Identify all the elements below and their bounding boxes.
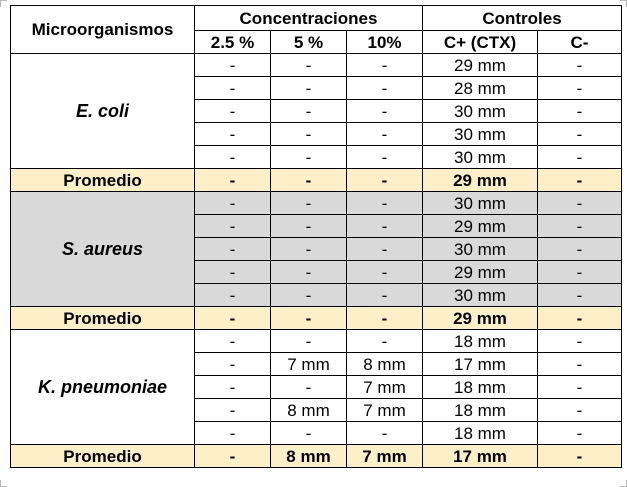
table-cell: 7 mm: [347, 399, 423, 422]
table-cell: -: [271, 146, 347, 169]
table-cell: -: [347, 284, 423, 307]
table-row: [11, 54, 622, 77]
average-label: Promedio: [11, 445, 195, 468]
average-cell: -: [271, 307, 347, 330]
column-header: 5 %: [271, 31, 347, 54]
table-cell: -: [538, 261, 622, 284]
table-cell: -: [195, 215, 271, 238]
table-cell: 29 mm: [423, 215, 538, 238]
table-cell: 30 mm: [423, 192, 538, 215]
table-cell: -: [538, 284, 622, 307]
table-cell: -: [271, 100, 347, 123]
average-cell: -: [538, 445, 622, 468]
table-cell: -: [271, 422, 347, 445]
table-cell: -: [347, 330, 423, 353]
table-cell: -: [271, 192, 347, 215]
table-cell: 8 mm: [271, 399, 347, 422]
table-cell: 29 mm: [423, 261, 538, 284]
table-cell: -: [347, 238, 423, 261]
average-row: [11, 445, 622, 468]
organism-name: K. pneumoniae: [11, 330, 195, 445]
table-cell: -: [538, 77, 622, 100]
table-cell: -: [538, 100, 622, 123]
table-cell: -: [347, 146, 423, 169]
table-cell: -: [538, 123, 622, 146]
table-cell: -: [271, 215, 347, 238]
table-cell: -: [195, 77, 271, 100]
table-cell: 30 mm: [423, 100, 538, 123]
organism-name: S. aureus: [11, 192, 195, 307]
table-cell: -: [538, 215, 622, 238]
table-cell: -: [271, 284, 347, 307]
corner-mark-bottom-left: [0, 480, 7, 487]
average-row: [11, 307, 622, 330]
table-cell: -: [195, 330, 271, 353]
table-cell: -: [271, 261, 347, 284]
table-cell: -: [538, 238, 622, 261]
table-cell: 7 mm: [271, 353, 347, 376]
header-row-top: [11, 6, 622, 31]
table-cell: 30 mm: [423, 146, 538, 169]
average-label: Promedio: [11, 307, 195, 330]
column-header: 10%: [347, 31, 423, 54]
table-cell: -: [347, 100, 423, 123]
table-cell: -: [271, 376, 347, 399]
average-label: Promedio: [11, 169, 195, 192]
average-cell: 29 mm: [423, 307, 538, 330]
table-cell: -: [347, 77, 423, 100]
table-cell: -: [538, 376, 622, 399]
average-cell: -: [347, 307, 423, 330]
corner-mark-bottom-right: [620, 480, 627, 487]
table-cell: -: [538, 353, 622, 376]
header-microorganisms: Microorganismos: [11, 6, 195, 54]
table-cell: -: [195, 123, 271, 146]
average-cell: 29 mm: [423, 169, 538, 192]
table-cell: -: [347, 123, 423, 146]
average-cell: 7 mm: [347, 445, 423, 468]
average-cell: -: [538, 307, 622, 330]
average-row: [11, 169, 622, 192]
table-cell: 29 mm: [423, 54, 538, 77]
table-row: [11, 330, 622, 353]
table-cell: 18 mm: [423, 422, 538, 445]
average-cell: -: [271, 169, 347, 192]
table-cell: -: [195, 54, 271, 77]
table-cell: -: [538, 54, 622, 77]
average-cell: -: [195, 169, 271, 192]
table-cell: -: [538, 146, 622, 169]
table-row: [11, 192, 622, 215]
table-cell: -: [347, 54, 423, 77]
organism-name: E. coli: [11, 54, 195, 169]
column-header: C-: [538, 31, 622, 54]
table-cell: 28 mm: [423, 77, 538, 100]
average-cell: -: [195, 307, 271, 330]
table-cell: 8 mm: [347, 353, 423, 376]
table-cell: -: [195, 422, 271, 445]
table-cell: -: [195, 261, 271, 284]
table-cell: 30 mm: [423, 238, 538, 261]
table-cell: -: [195, 100, 271, 123]
table-cell: 18 mm: [423, 399, 538, 422]
table-cell: -: [195, 146, 271, 169]
table-cell: -: [271, 123, 347, 146]
column-header: 2.5 %: [195, 31, 271, 54]
table-cell: -: [195, 192, 271, 215]
table-cell: -: [271, 330, 347, 353]
table-cell: -: [538, 399, 622, 422]
average-cell: -: [347, 169, 423, 192]
table-cell: -: [195, 284, 271, 307]
table-cell: 7 mm: [347, 376, 423, 399]
average-cell: -: [195, 445, 271, 468]
table-cell: -: [195, 376, 271, 399]
table-cell: -: [195, 353, 271, 376]
table-cell: -: [195, 399, 271, 422]
table-cell: -: [271, 54, 347, 77]
table-cell: -: [271, 238, 347, 261]
table-cell: 30 mm: [423, 123, 538, 146]
table-cell: -: [538, 192, 622, 215]
table-cell: -: [195, 238, 271, 261]
table-cell: -: [538, 422, 622, 445]
table-cell: -: [347, 422, 423, 445]
corner-mark-top-left: [0, 0, 7, 7]
table-body: [11, 54, 622, 468]
table-cell: 18 mm: [423, 376, 538, 399]
column-header: C+ (CTX): [423, 31, 538, 54]
average-cell: 8 mm: [271, 445, 347, 468]
average-cell: -: [538, 169, 622, 192]
table-cell: 30 mm: [423, 284, 538, 307]
table-cell: 18 mm: [423, 330, 538, 353]
header-concentrations: Concentraciones: [195, 6, 423, 31]
table-cell: -: [347, 215, 423, 238]
average-cell: 17 mm: [423, 445, 538, 468]
table-cell: -: [271, 77, 347, 100]
table-cell: -: [538, 330, 622, 353]
results-table: [10, 5, 622, 468]
table-cell: 17 mm: [423, 353, 538, 376]
table-cell: -: [347, 261, 423, 284]
table-cell: -: [347, 192, 423, 215]
header-controls: Controles: [423, 6, 622, 31]
